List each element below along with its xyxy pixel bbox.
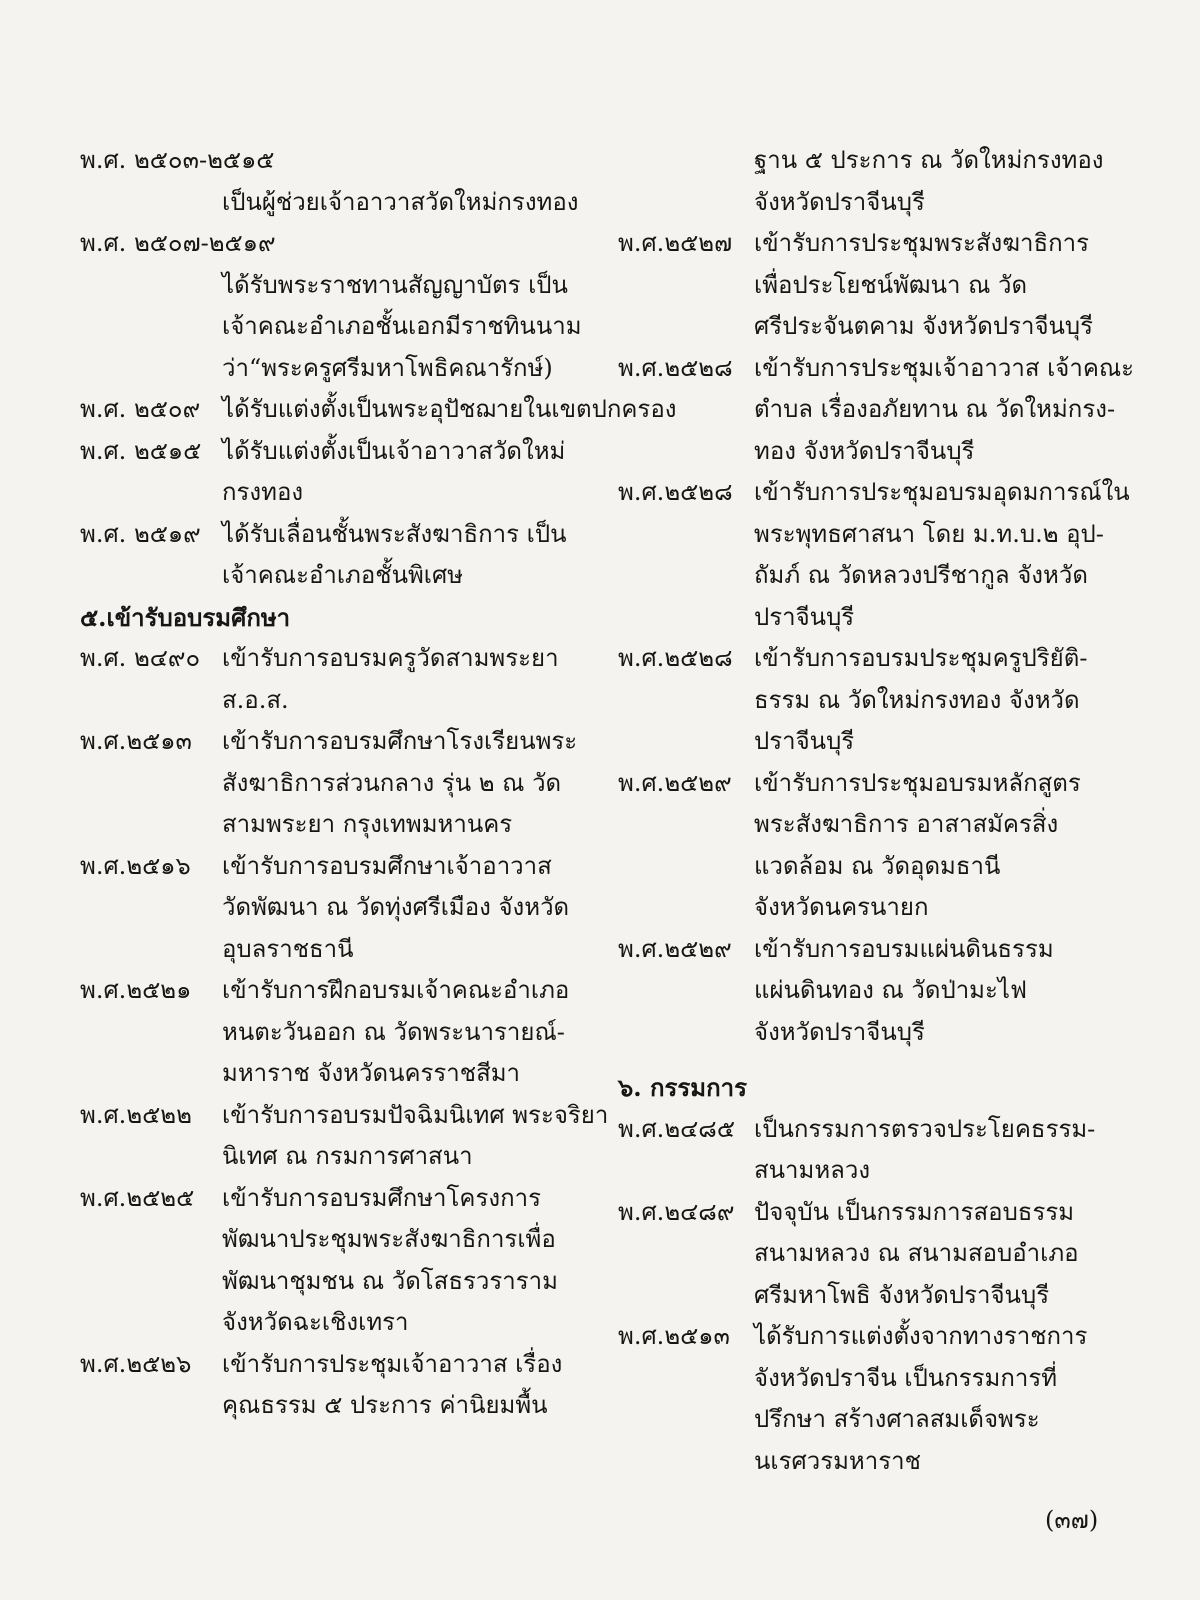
page-number: (๓๗) bbox=[1045, 1506, 1099, 1534]
entry-text bbox=[750, 1192, 1108, 1317]
text-line: ได้รับการแต่งตั้งจากทางราชการ bbox=[754, 1322, 1088, 1350]
text-line: เพื่อประโยชน์พัฒนา ณ วัด bbox=[754, 270, 1028, 299]
entry-continuation bbox=[80, 182, 580, 224]
timeline-entry bbox=[618, 1316, 1108, 1482]
timeline-entry bbox=[80, 389, 677, 431]
text-line: ตำบล เรื่องอภัยทาน ณ วัดใหม่กรง- bbox=[754, 395, 1116, 423]
text-line: สังฆาธิการส่วนกลาง รุ่น ๒ ณ วัด bbox=[222, 768, 562, 797]
text-line: จังหวัดนครนายก bbox=[754, 893, 929, 921]
text-line: จังหวัดปราจีน เป็นกรรมการที่ bbox=[754, 1363, 1058, 1392]
text-line: เข้ารับการอบรมประชุมครูปริยัติ- bbox=[754, 644, 1088, 672]
text-line: ได้รับพระราชทานสัญญาบัตร เป็น bbox=[222, 270, 568, 299]
entry-date: พ.ศ.๒๕๒๑ bbox=[80, 976, 192, 1004]
timeline-entry bbox=[618, 223, 1108, 348]
text-line: คุณธรรม ๕ ประการ ค่านิยมพื้น bbox=[222, 1391, 548, 1419]
section-heading: ๖. กรรมการ bbox=[618, 1073, 747, 1102]
text-line: เป็นผู้ช่วยเจ้าอาวาสวัดใหม่กรงทอง bbox=[222, 187, 579, 216]
text-line: จังหวัดปราจีนบุรี bbox=[754, 1017, 925, 1046]
text-line: จังหวัดฉะเชิงเทรา bbox=[222, 1308, 409, 1336]
text-line: ธรรม ณ วัดใหม่กรงทอง จังหวัด bbox=[754, 685, 1080, 714]
text-line: อุบลราชธานี bbox=[222, 934, 354, 963]
entry-date: พ.ศ.๒๕๒๙ bbox=[618, 768, 732, 797]
entry-date: พ.ศ.๒๕๒๖ bbox=[80, 1349, 192, 1378]
text-line: เข้ารับการอบรมศึกษาโรงเรียนพระ bbox=[222, 727, 578, 755]
timeline-entry bbox=[80, 1178, 580, 1344]
entry-date: พ.ศ. ๒๕๐๗-๒๕๑๙ bbox=[80, 229, 276, 257]
entry-text bbox=[218, 1178, 580, 1344]
text-line: เจ้าคณะอำเภอชั้นพิเศษ bbox=[222, 561, 464, 589]
entry-continuation bbox=[618, 140, 1108, 223]
timeline-entry bbox=[618, 1192, 1108, 1317]
timeline-entry bbox=[80, 721, 580, 846]
text-line: ปรึกษา สร้างศาลสมเด็จพระ bbox=[754, 1405, 1040, 1433]
entry-date: พ.ศ.๒๔๘๕ bbox=[618, 1114, 735, 1143]
text-line: เข้ารับการประชุมเจ้าอาวาส เรื่อง bbox=[222, 1349, 563, 1378]
text-line: เป็นกรรมการตรวจประโยคธรรม- bbox=[754, 1114, 1096, 1143]
entry-date: พ.ศ.๒๕๒๙ bbox=[618, 934, 732, 963]
timeline-entry bbox=[80, 638, 580, 721]
entry-text bbox=[750, 1316, 1108, 1482]
entry-text bbox=[218, 1095, 608, 1178]
text-line: พัฒนาชุมชน ณ วัดโสธรวราราม bbox=[222, 1266, 558, 1295]
entry-text bbox=[218, 846, 580, 971]
entry-date: พ.ศ. ๒๔๙๐ bbox=[80, 644, 201, 672]
text-line: เข้ารับการประชุมพระสังฆาธิการ bbox=[754, 229, 1090, 257]
text-line: สนามหลวง bbox=[754, 1156, 871, 1184]
text-line: เข้ารับการอบรมแผ่นดินธรรม bbox=[754, 934, 1054, 963]
entry-date: พ.ศ.๒๕๒๘ bbox=[618, 644, 733, 672]
text-line: เข้ารับการประชุมอบรมหลักสูตร bbox=[754, 768, 1081, 797]
text-line: วัดพัฒนา ณ วัดทุ่งศรีเมือง จังหวัด bbox=[222, 893, 570, 921]
entry-date: พ.ศ. ๒๕๐๙ bbox=[80, 395, 201, 423]
text-line: ว่า“พระครูศรีมหาโพธิคณารักษ์) bbox=[222, 353, 553, 382]
text-line: เข้ารับการฝึกอบรมเจ้าคณะอำเภอ bbox=[222, 976, 570, 1004]
text-line: เจ้าคณะอำเภอชั้นเอกมีราชทินนาม bbox=[222, 312, 582, 340]
entry-date: พ.ศ.๒๔๘๙ bbox=[618, 1197, 735, 1226]
timeline-entry bbox=[80, 1344, 580, 1427]
text-line: ศรีประจันตคาม จังหวัดปราจีนบุรี bbox=[754, 312, 1094, 340]
text-line: แผ่นดินทอง ณ วัดป่ามะไฟ bbox=[754, 976, 1027, 1004]
timeline-entry bbox=[80, 1095, 609, 1178]
text-line: พระสังฆาธิการ อาสาสมัครสิ่ง bbox=[754, 810, 1059, 838]
entry-text bbox=[218, 389, 676, 431]
text-line: กรงทอง bbox=[222, 478, 304, 506]
entry-date: พ.ศ.๒๕๒๗ bbox=[618, 229, 733, 257]
timeline-entry bbox=[618, 472, 1130, 638]
text-line: เข้ารับการอบรมปัจฉิมนิเทศ พระจริยา bbox=[222, 1100, 609, 1129]
entry-text bbox=[750, 348, 1134, 473]
text-line: นิเทศ ณ กรมการศาสนา bbox=[222, 1142, 473, 1170]
text-line: ฐาน ๕ ประการ ณ วัดใหม่กรงทอง bbox=[754, 146, 1104, 174]
entry-text bbox=[218, 638, 580, 721]
text-line: ปราจีนบุรี bbox=[754, 602, 855, 631]
entry-text bbox=[750, 763, 1108, 929]
text-line: เข้ารับการประชุมอบรมอุดมการณ์ใน bbox=[754, 478, 1130, 506]
text-line: ปราจีนบุรี bbox=[754, 727, 855, 755]
timeline-entry bbox=[618, 348, 1135, 473]
timeline-entry bbox=[80, 431, 580, 514]
entry-date: พ.ศ.๒๕๒๕ bbox=[80, 1183, 195, 1212]
entry-date: พ.ศ.๒๕๑๓ bbox=[618, 1322, 730, 1350]
text-line: หนตะวันออก ณ วัดพระนารายณ์- bbox=[222, 1017, 565, 1046]
timeline-entry bbox=[80, 970, 580, 1095]
timeline-entry bbox=[618, 763, 1108, 929]
timeline-entry bbox=[618, 638, 1108, 763]
spacer bbox=[618, 1053, 1108, 1067]
entry-date: พ.ศ.๒๕๑๖ bbox=[80, 851, 191, 880]
entry-text bbox=[218, 721, 580, 846]
entry-text bbox=[218, 431, 580, 514]
entry-text bbox=[750, 1109, 1108, 1192]
entry-date: พ.ศ. ๒๕๑๕ bbox=[80, 436, 202, 465]
text-line: ได้รับเลื่อนชั้นพระสังฆาธิการ เป็น bbox=[222, 519, 567, 548]
timeline-entry bbox=[618, 929, 1108, 1054]
text-line: ถัมภ์ ณ วัดหลวงปรีชากูล จังหวัด bbox=[754, 561, 1088, 589]
entry-continuation bbox=[80, 265, 580, 390]
entry-text bbox=[750, 929, 1108, 1054]
text-line: เข้ารับการอบรมศึกษาโครงการ bbox=[222, 1183, 541, 1212]
text-line: ส.อ.ส. bbox=[222, 685, 289, 714]
text-line: พัฒนาประชุมพระสังฆาธิการเพื่อ bbox=[222, 1225, 556, 1253]
entry-date: พ.ศ.๒๕๒๒ bbox=[80, 1100, 192, 1129]
timeline-entry bbox=[80, 223, 580, 265]
text-line: แวดล้อม ณ วัดอุดมธานี bbox=[754, 851, 1001, 880]
text-line: ทอง จังหวัดปราจีนบุรี bbox=[754, 436, 975, 465]
entry-text bbox=[750, 223, 1108, 348]
entry-text bbox=[218, 970, 580, 1095]
entry-date: พ.ศ.๒๕๒๘ bbox=[618, 353, 733, 382]
text-line: ได้รับแต่งตั้งเป็นเจ้าอาวาสวัดใหม่ bbox=[222, 436, 566, 465]
text-line: สนามหลวง ณ สนามสอบอำเภอ bbox=[754, 1239, 1079, 1267]
entry-date: พ.ศ.๒๕๒๘ bbox=[618, 478, 733, 506]
text-line: นเรศวรมหาราช bbox=[754, 1446, 921, 1475]
text-line: ศรีมหาโพธิ จังหวัดปราจีนบุรี bbox=[754, 1280, 1050, 1309]
timeline-entry bbox=[618, 1109, 1108, 1192]
text-line: มหาราช จังหวัดนครราชสีมา bbox=[222, 1059, 521, 1087]
text-line: ได้รับแต่งตั้งเป็นพระอุปัชฌายในเขตปกครอง bbox=[222, 395, 677, 423]
text-line: เข้ารับการอบรมศึกษาเจ้าอาวาส bbox=[222, 851, 552, 880]
entry-text bbox=[750, 472, 1130, 638]
text-line: เข้ารับการประชุมเจ้าอาวาส เจ้าคณะ bbox=[754, 353, 1135, 382]
entry-text bbox=[750, 638, 1108, 763]
text-line: พระพุทธศาสนา โดย ม.ท.บ.๒ อุป- bbox=[754, 519, 1104, 548]
right-column bbox=[618, 140, 1135, 1482]
timeline-entry bbox=[80, 514, 580, 597]
text-line: สามพระยา กรุงเทพมหานคร bbox=[222, 810, 513, 838]
entry-text bbox=[218, 140, 580, 182]
entry-text bbox=[218, 514, 580, 597]
entry-date: พ.ศ.๒๕๑๓ bbox=[80, 727, 192, 755]
section-heading: ๕.เข้ารับอบรมศึกษา bbox=[80, 602, 291, 632]
entry-date: พ.ศ. ๒๕๐๓-๒๕๑๕ bbox=[80, 146, 275, 174]
entry-date: พ.ศ. ๒๕๑๙ bbox=[80, 519, 201, 548]
entry-text bbox=[218, 1344, 580, 1427]
entry-text bbox=[218, 223, 580, 265]
text-line: ปัจจุบัน เป็นกรรมการสอบธรรม bbox=[754, 1197, 1075, 1226]
timeline-entry bbox=[80, 140, 580, 182]
timeline-entry bbox=[80, 846, 580, 971]
text-line: เข้ารับการอบรมครูวัดสามพระยา bbox=[222, 644, 559, 672]
text-line: จังหวัดปราจีนบุรี bbox=[754, 187, 925, 216]
